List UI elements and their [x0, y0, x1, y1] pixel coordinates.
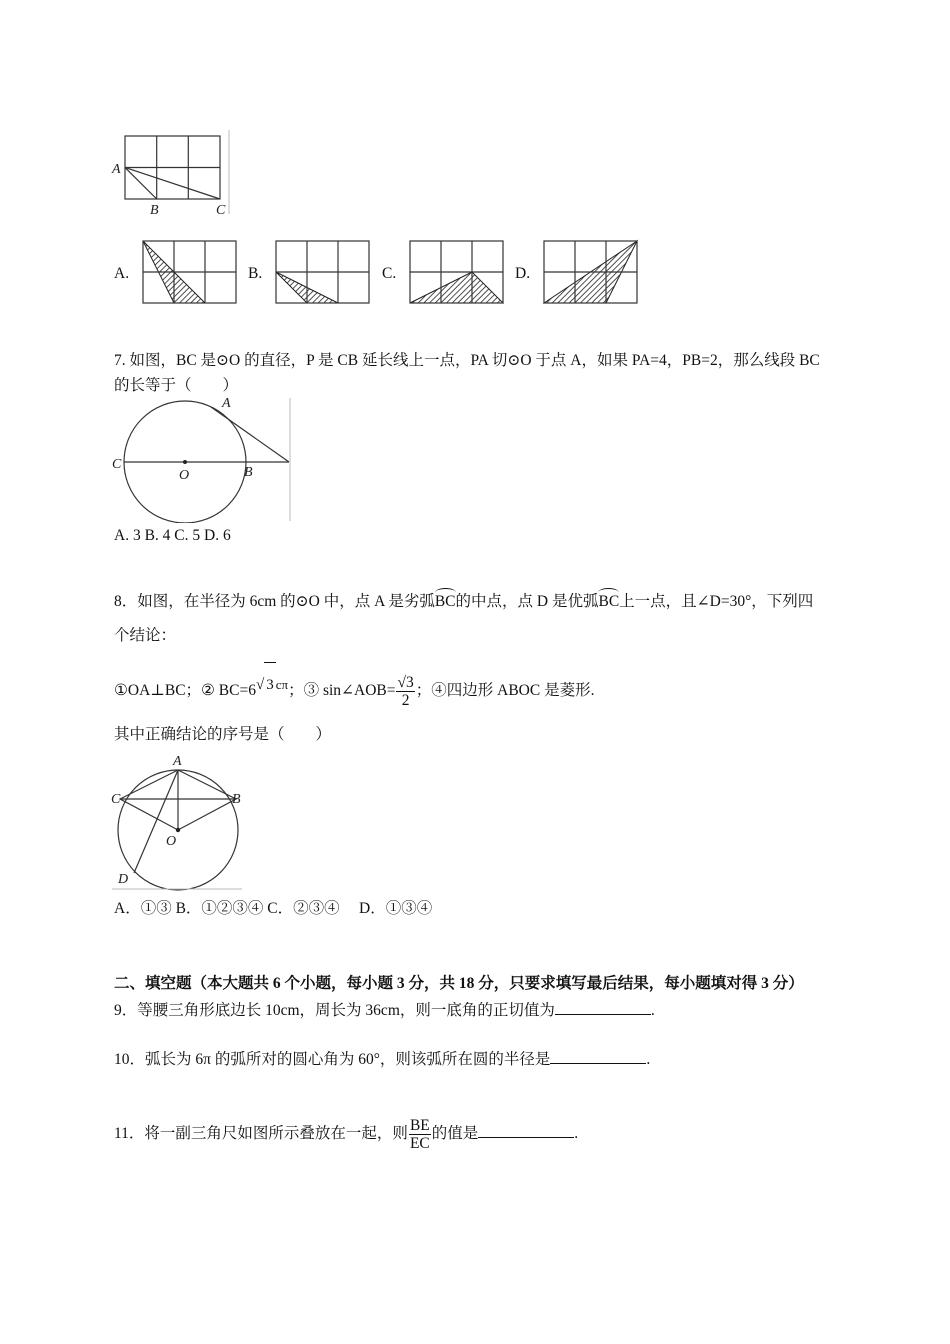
q10-answer-blank[interactable] [550, 1049, 646, 1064]
q6-option-a-label: A. [114, 265, 130, 282]
q6-grid-figure [108, 128, 238, 220]
q7-label-b: B [244, 465, 253, 480]
q8-conclusion-1-2: ①OA⊥BC；② BC=6 [114, 682, 256, 699]
q11-answer-blank[interactable] [478, 1123, 574, 1138]
q7-label-o: O [179, 468, 190, 483]
q6-option-d-figure[interactable] [542, 239, 639, 305]
q6-label-c: C [216, 203, 226, 218]
q8-conclusions: ①OA⊥BC；② BC=6√ 3 cπ；③ sin∠AOB= $\frac{√3}{2}$ ；④四边形 ABOC 是菱形. [114, 662, 594, 713]
q8-stem-line1 [114, 588, 813, 612]
section2-heading: 二、填空题（本大题共 6 个小题，每小题 3 分，共 18 分，只要求填写最后结果，每小题填对得 3 分） [114, 975, 804, 992]
q7-circle-figure [108, 393, 298, 523]
q8-label-o: O [166, 834, 177, 849]
q8-sqrt-radicand: 3 [264, 662, 276, 707]
q10-end: . [646, 1051, 651, 1068]
q6-label-a: A [112, 162, 121, 177]
q8-circle-figure [108, 750, 248, 892]
q11-line [114, 1112, 578, 1156]
q7-stem-line2: 的长等于（ ） [114, 377, 239, 394]
q9-line [114, 1000, 655, 1021]
q11-text-a: 11．将一副三角尺如图所示叠放在一起，则 [114, 1125, 408, 1142]
q7-label-a: A [222, 396, 231, 411]
q8-frac-num: √3 [397, 673, 414, 691]
q6-option-a-figure[interactable] [141, 239, 238, 305]
q8-conclusion-4: ；④四边形 ABOC 是菱形. [415, 682, 595, 699]
q7-options: A. 3 B. 4 C. 5 D. 6 [114, 527, 231, 544]
q8-stem-part2: 的中点，点 D 是优弧 [455, 593, 599, 610]
q8-label-d: D [118, 872, 129, 887]
q9-answer-blank[interactable] [555, 1000, 651, 1015]
q8-frac-den: 2 [401, 691, 410, 709]
q7-stem-line1: 7. 如图，BC 是⊙O 的直径，P 是 CB 延长线上一点，PA 切⊙O 于点 A，如果 PA=4，PB=2，那么线段 BC [114, 352, 820, 369]
q8-question: 其中正确结论的序号是（ ） [114, 726, 332, 743]
q8-options: A．①③ B．①②③④ C．②③④ D．①③④ [114, 900, 433, 917]
q6-option-d-label: D. [515, 265, 531, 282]
q7-label-c: C [112, 457, 122, 472]
q8-label-a: A [173, 754, 182, 769]
q8-arc-bc-minor: BC [435, 588, 456, 612]
q6-option-c-label: C. [382, 265, 397, 282]
q8-stem-part1: 8．如图，在半径为 6cm 的⊙O 中，点 A 是劣弧 [114, 593, 435, 610]
q8-label-c: C [111, 792, 121, 807]
q11-frac-den: EC [409, 1134, 430, 1152]
q11-text-b: 的值是 [431, 1125, 479, 1142]
q6-option-b-figure[interactable] [274, 239, 371, 305]
q6-option-b-label: B. [248, 265, 263, 282]
q8-unit: cπ [275, 677, 289, 692]
q11-end: . [574, 1125, 579, 1142]
q9-end: . [650, 1002, 655, 1019]
q8-stem-line2: 个结论： [114, 627, 177, 644]
q10-line [114, 1049, 650, 1070]
q8-arc-bc-major: BC [598, 588, 619, 612]
q8-conclusion-3: ；③ sin∠AOB= [288, 682, 396, 699]
q11-frac-num: BE [409, 1116, 430, 1134]
q9-text: 9．等腰三角形底边长 10cm，周长为 36cm，则一底角的正切值为 [114, 1002, 555, 1019]
q8-label-b: B [232, 792, 241, 807]
q6-label-b: B [150, 203, 159, 218]
q6-option-c-figure[interactable] [408, 239, 505, 305]
q10-text: 10．弧长为 6π 的弧所对的圆心角为 60°，则该弧所在圆的半径是 [114, 1051, 551, 1068]
q8-stem-part3: 上一点，且∠D=30°，下列四 [619, 593, 814, 610]
